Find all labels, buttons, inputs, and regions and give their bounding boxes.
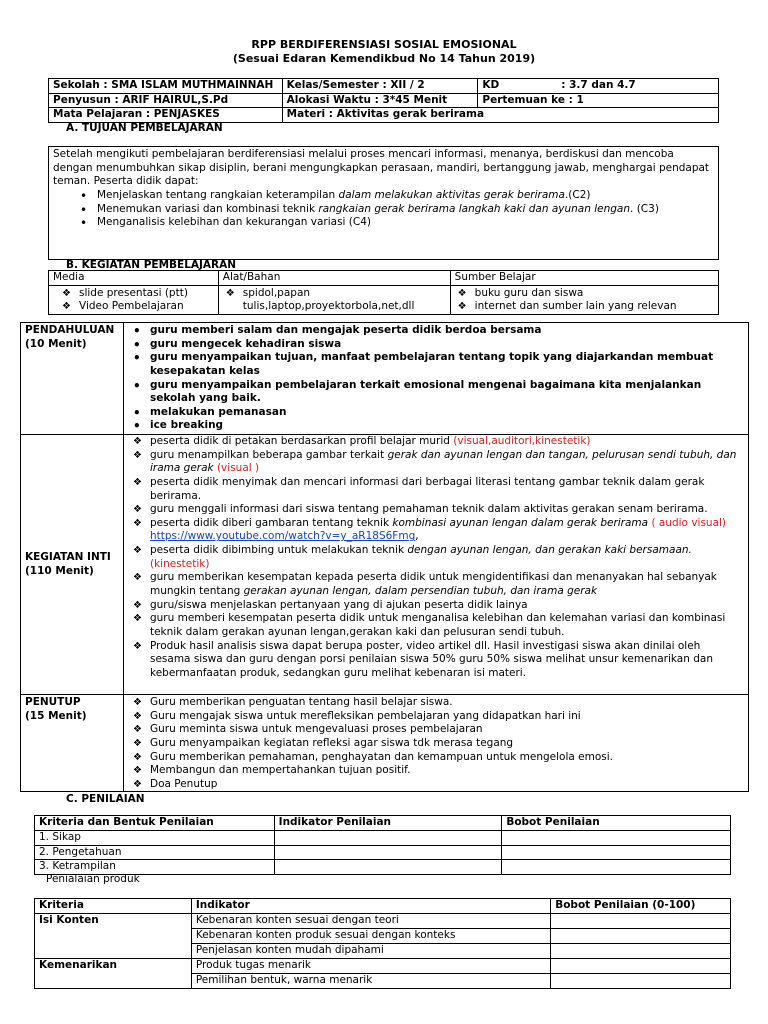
diamond-bullet-icon: ❖ [132, 517, 142, 529]
penilaian-col2: Indikator Penilaian [274, 816, 502, 831]
pendahuluan-content [123, 323, 748, 435]
produk-table [34, 898, 731, 989]
document-title: RPP BERDIFERENSIASI SOSIAL EMOSIONAL [251, 38, 517, 51]
inti-label: KEGIATAN INTI [25, 550, 111, 563]
tujuan-item: • Menjelaskan tentang rangkaian keterampilan dalam melakukan aktivitas gerak berirama.(C2) [80, 188, 591, 203]
sumber-header: Sumber Belajar [450, 271, 718, 286]
sekolah-cell: Sekolah : SMA ISLAM MUTHMAINNAH [49, 79, 283, 94]
penutup-content [123, 695, 748, 792]
diamond-bullet-icon: ❖ [132, 599, 142, 611]
section-c-heading: C. PENILAIAN [66, 793, 145, 805]
diamond-bullet-icon: ❖ [132, 545, 142, 557]
inti-item: ❖ guru menampilkan beberapa gambar terkait gerak dan ayunan lengan dan tangan, pelurusan sendi tubuh, dan irama gerak (visual ) [132, 448, 737, 475]
media-table [48, 256, 719, 315]
kd-value: : 3.7 dan 4.7 [561, 79, 636, 91]
identity-table [48, 78, 719, 123]
sumber-item: ❖ internet dan sumber lain yang relevan [457, 300, 677, 313]
inti-label-cell [21, 435, 124, 695]
diamond-bullet-icon: ❖ [62, 287, 71, 299]
diamond-bullet-icon: ❖ [132, 504, 142, 516]
diamond-bullet-icon: ❖ [132, 737, 142, 749]
penutup-item: ❖ Guru menyampaikan kegiatan refleksi agar siswa tdk merasa tegang [132, 736, 514, 749]
diamond-bullet-icon: ❖ [132, 640, 142, 652]
produk-indikator: Pemilihan bentuk, warna menarik [191, 974, 550, 989]
inti-item: ❖ guru memberikan kesempatan kepada peserta didik untuk mengidentifikasi dan menanyakan hal sebanyak mungkin tentang gerakan ayunan lengan, dalam persendian tubuh, dan irama gerak [132, 571, 717, 598]
penilaian-table [34, 815, 731, 875]
media-item: ❖ slide presentasi (ptt) [62, 286, 188, 299]
penutup-item: ❖ Guru meminta siswa untuk mengevaluasi proses pembelajaran [132, 723, 483, 736]
pendahuluan-item: • guru mengecek kehadiran siswa [132, 337, 342, 352]
diamond-bullet-icon: ❖ [132, 436, 142, 447]
diamond-bullet-icon: ❖ [132, 710, 142, 722]
penilaian-col1: Kriteria dan Bentuk Penilaian [35, 816, 275, 831]
diamond-bullet-icon: ❖ [132, 751, 142, 763]
diamond-bullet-icon: ❖ [457, 301, 467, 313]
kelas-cell: Kelas/Semester : XII / 2 [282, 79, 478, 94]
inti-item: ❖ Produk hasil analisis siswa dapat berupa poster, video artikel dll. Hasil investigasi siswa akan dinilai oleh sesama siswa dan guru dengan porsi penilaian siswa 50% guru 50% siswa melihat unsur kemenarikan dan kebermanfaatan produk, sedangkan guru melihat kebenaran isi materi. [132, 639, 713, 679]
diamond-bullet-icon: ❖ [132, 724, 142, 736]
produk-indikator: Kebenaran konten produk sesuai dengan konteks [191, 929, 550, 944]
diamond-bullet-icon: ❖ [132, 476, 142, 488]
mapel-cell: Mata Pelajaran : PENJASKES [49, 108, 283, 123]
penutup-label: PENUTUP [25, 696, 81, 708]
kd-cell [478, 79, 719, 94]
document-subtitle: (Sesuai Edaran Kemendikbud No 14 Tahun 2019) [232, 52, 536, 65]
kegiatan-table [20, 322, 749, 792]
media-header: Media [49, 271, 219, 286]
produk-col3: Bobot Penilaian (0-100) [551, 899, 731, 914]
penutup-item: ❖ Doa Penutup [132, 777, 218, 790]
produk-col1: Kriteria [35, 899, 192, 914]
tujuan-intro: Setelah mengikuti pembelajaran berdiferensiasi melalui proses mencari informasi, menanya, berdiskusi dan mencoba dengan menumbuhkan sikap disiplin, berani mengungkapkan perasaan, mandiri, bertanggung jawab, menghargai pendapat teman. Peserta didik dapat: [53, 148, 710, 188]
alat-header: Alat/Bahan [218, 271, 450, 286]
tujuan-box [48, 146, 719, 260]
section-b-heading: B. KEGIATAN PEMBELAJARAN [66, 259, 237, 271]
produk-caption: Penialaian produk [46, 873, 140, 885]
pendahuluan-label-cell [21, 323, 124, 435]
inti-item: ❖ peserta didik dibimbing untuk melakukan teknik dengan ayunan lengan, dan gerakan kaki bersamaan.(kinestetik) [132, 544, 692, 570]
pendahuluan-item: • guru menyampaikan tujuan, manfaat pembelajaran tentang topik yang diajarkandan membuat kesepakatan kelas [132, 351, 714, 377]
diamond-bullet-icon: ❖ [132, 778, 142, 790]
diamond-bullet-icon: ❖ [457, 287, 467, 299]
produk-indikator: Penjelasan konten mudah dipahami [191, 944, 550, 959]
produk-col2: Indikator [191, 899, 550, 914]
section-a-heading: A. TUJUAN PEMBELAJARAN [66, 122, 223, 134]
bullet-icon: • [132, 324, 141, 338]
inti-item: ❖ guru menggali informasi dari siswa tentang pemahaman teknik dalam aktivitas gerakan senam berirama. [132, 503, 708, 516]
diamond-bullet-icon: ❖ [132, 765, 142, 777]
bullet-icon: • [80, 216, 88, 231]
inti-content [123, 435, 748, 695]
isi-konten-label: Isi Konten [35, 914, 192, 959]
diamond-bullet-icon: ❖ [132, 613, 142, 625]
inti-item: ❖ guru memberi kesempatan peserta didik untuk menganalisa kelebihan dan kelemahan variasi dan kombinasi teknik dalam gerakan ayunan lengan,gerakan kaki dan pelusuran sendi tubuh. [132, 612, 726, 638]
alat-cell [218, 285, 450, 314]
bullet-icon: • [132, 351, 141, 366]
penilaian-row: 2. Pengetahuan [35, 845, 275, 860]
penutup-label-cell [21, 695, 124, 792]
pendahuluan-item: • melakukan pemanasan [132, 405, 287, 420]
kd-label: KD [482, 79, 500, 91]
diamond-bullet-icon: ❖ [225, 287, 235, 299]
inti-item: ❖ guru/siswa menjelaskan pertanyaan yang di ajukan peserta didik lainya [132, 598, 528, 611]
produk-indikator: Kebenaran konten sesuai dengan teori [191, 914, 550, 929]
pendahuluan-label: PENDAHULUAN [25, 324, 115, 336]
penutup-time: (15 Menit) [25, 709, 87, 722]
bullet-icon: • [132, 337, 141, 352]
media-item: ❖ Video Pembelajaran [62, 300, 184, 313]
kemenarikan-label: Kemenarikan [35, 959, 192, 989]
inti-item: ❖ peserta didik di petakan berdasarkan profil belajar murid (visual,auditori,kinestetik) [132, 435, 591, 447]
penilaian-col3: Bobot Penilaian [502, 816, 731, 831]
media-cell [49, 285, 219, 314]
tujuan-list [53, 189, 714, 230]
inti-item: ❖ peserta didik menyimak dan mencari informasi dari berbagai literasi tentang gambar teknik dalam gerak berirama. [132, 475, 705, 502]
tujuan-item: • Menemukan variasi dan kombinasi teknik rangkaian gerak berirama langkah kaki dan ayunan lengan. (C3) [80, 202, 659, 217]
penutup-item: ❖ Guru memberikan pemahaman, penghayatan dan kemampuan untuk mengelola emosi. [132, 750, 614, 763]
penyusun-cell: Penyusun : ARIF HAIRUL,S.Pd [49, 93, 283, 108]
diamond-bullet-icon: ❖ [62, 301, 71, 313]
bullet-icon: • [80, 188, 88, 203]
sumber-item: ❖ buku guru dan siswa [457, 286, 584, 299]
penutup-item: ❖ Guru mengajak siswa untuk merefleksikan pembelajaran yang didapatkan hari ini [132, 709, 581, 722]
bullet-icon: • [80, 202, 88, 217]
penilaian-row: 1. Sikap [35, 831, 275, 846]
materi-cell: Materi : Aktivitas gerak berirama [282, 108, 718, 123]
pendahuluan-item: • guru memberi salam dan mengajak peserta didik berdoa bersama [132, 324, 542, 338]
bullet-icon: • [132, 378, 141, 393]
inti-item: ❖ peserta didik diberi gambaran tentang teknik kombinasi ayunan lengan dalam gerak berirama ( audio visual) https://www.youtube.com/watch?v=y_aR18S6Fmg, [132, 516, 727, 543]
diamond-bullet-icon: ❖ [132, 697, 142, 708]
penutup-item: ❖ Membangun dan mempertahankan tujuan positif. [132, 764, 411, 777]
alokasi-cell: Alokasi Waktu : 3*45 Menit [282, 93, 478, 108]
produk-indikator: Produk tugas menarik [191, 959, 550, 974]
tujuan-item: • Menganalisis kelebihan dan kekurangan variasi (C4) [80, 216, 372, 231]
penilaian-row: 3. Ketrampilan [35, 860, 275, 875]
diamond-bullet-icon: ❖ [132, 572, 142, 584]
pendahuluan-item: • ice breaking [132, 419, 224, 434]
diamond-bullet-icon: ❖ [132, 449, 142, 461]
pendahuluan-item: • guru menyampaikan pembelajaran terkait emosional mengenai bagaimana kita menjalankan sekolah yang baik. [132, 378, 702, 405]
penutup-item: ❖ Guru memberikan penguatan tentang hasil belajar siswa. [132, 696, 453, 708]
inti-time: (110 Menit) [25, 564, 94, 577]
bullet-icon: • [132, 419, 141, 434]
alat-item: ❖ spidol,papan tulis,laptop,proyektorbola,net,dll [225, 286, 415, 313]
bullet-icon: • [132, 405, 141, 420]
pertemuan-cell: Pertemuan ke : 1 [478, 93, 719, 108]
pendahuluan-time: (10 Menit) [25, 337, 87, 350]
sumber-cell [450, 285, 718, 314]
youtube-link[interactable]: https://www.youtube.com/watch?v=y_aR18S6Fmg [149, 530, 416, 543]
